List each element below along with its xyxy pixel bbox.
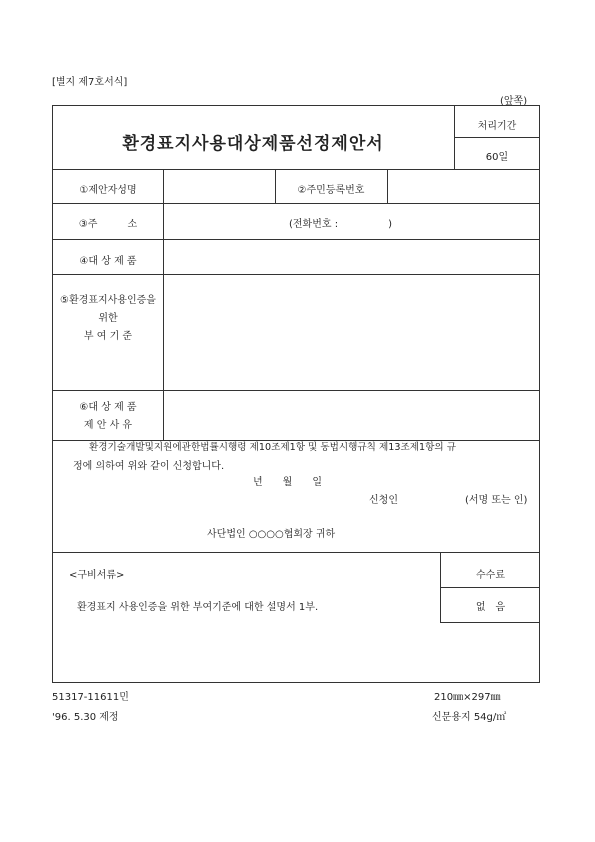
declaration-line1: 환경기술개발및지원에관한법률시행령 제10조제1항 및 동법시행규칙 제13조제1항의 규 bbox=[89, 442, 456, 453]
declaration-line2: 정에 의하여 위와 같이 신청합니다. bbox=[73, 461, 225, 472]
form-code: 51317-11611민 bbox=[52, 692, 129, 703]
phone-label: (전화번호 : ) bbox=[289, 219, 392, 230]
recipient-label: 사단법인 ○○○○협회장 귀하 bbox=[207, 529, 336, 540]
reason-label-line2: 제 안 사 유 bbox=[83, 420, 133, 431]
reason-label-line1: ⑥대 상 제 품 bbox=[79, 402, 137, 413]
documents-header: <구비서류> bbox=[69, 570, 125, 581]
documents-item: 환경표지 사용인증을 위한 부여기준에 대한 설명서 1부. bbox=[77, 602, 319, 613]
applicant-label: 신청인 bbox=[369, 495, 398, 506]
enactment-date: '96. 5.30 제정 bbox=[52, 712, 119, 723]
page-side-label: (앞쪽) bbox=[500, 96, 528, 107]
signature-label: (서명 또는 인) bbox=[465, 495, 528, 506]
fee-value: 없 음 bbox=[475, 602, 506, 613]
resident-number-label: ②주민등록번호 bbox=[297, 185, 365, 196]
criteria-label-line1: ⑤환경표지사용인증을 bbox=[60, 295, 156, 306]
paper-size: 210㎜×297㎜ bbox=[434, 692, 501, 703]
target-product-field[interactable] bbox=[164, 240, 540, 273]
proposal-form bbox=[52, 105, 540, 683]
paper-type: 신문용지 54g/㎡ bbox=[432, 712, 507, 723]
target-product-label: ④대 상 제 품 bbox=[79, 256, 137, 267]
applicant-field[interactable] bbox=[403, 489, 463, 505]
proposer-name-field[interactable] bbox=[164, 170, 275, 203]
processing-period-label: 처리기간 bbox=[477, 121, 517, 132]
resident-number-field[interactable] bbox=[388, 170, 540, 203]
criteria-field[interactable] bbox=[164, 275, 540, 389]
processing-period-value: 60일 bbox=[485, 152, 509, 163]
reason-field[interactable] bbox=[164, 391, 540, 439]
address-label: ③주 소 bbox=[78, 219, 138, 230]
proposer-name-label: ①제안자성명 bbox=[79, 185, 137, 196]
fee-label: 수수료 bbox=[476, 570, 505, 581]
criteria-label-line3: 부 여 기 준 bbox=[83, 331, 133, 342]
form-number-label: [별지 제7호서식] bbox=[52, 77, 128, 88]
form-title: 환경표지사용대상제품선정제안서 bbox=[122, 134, 384, 154]
declaration-date: 년 월 일 bbox=[253, 477, 322, 488]
criteria-label-line2: 위한 bbox=[98, 313, 118, 324]
